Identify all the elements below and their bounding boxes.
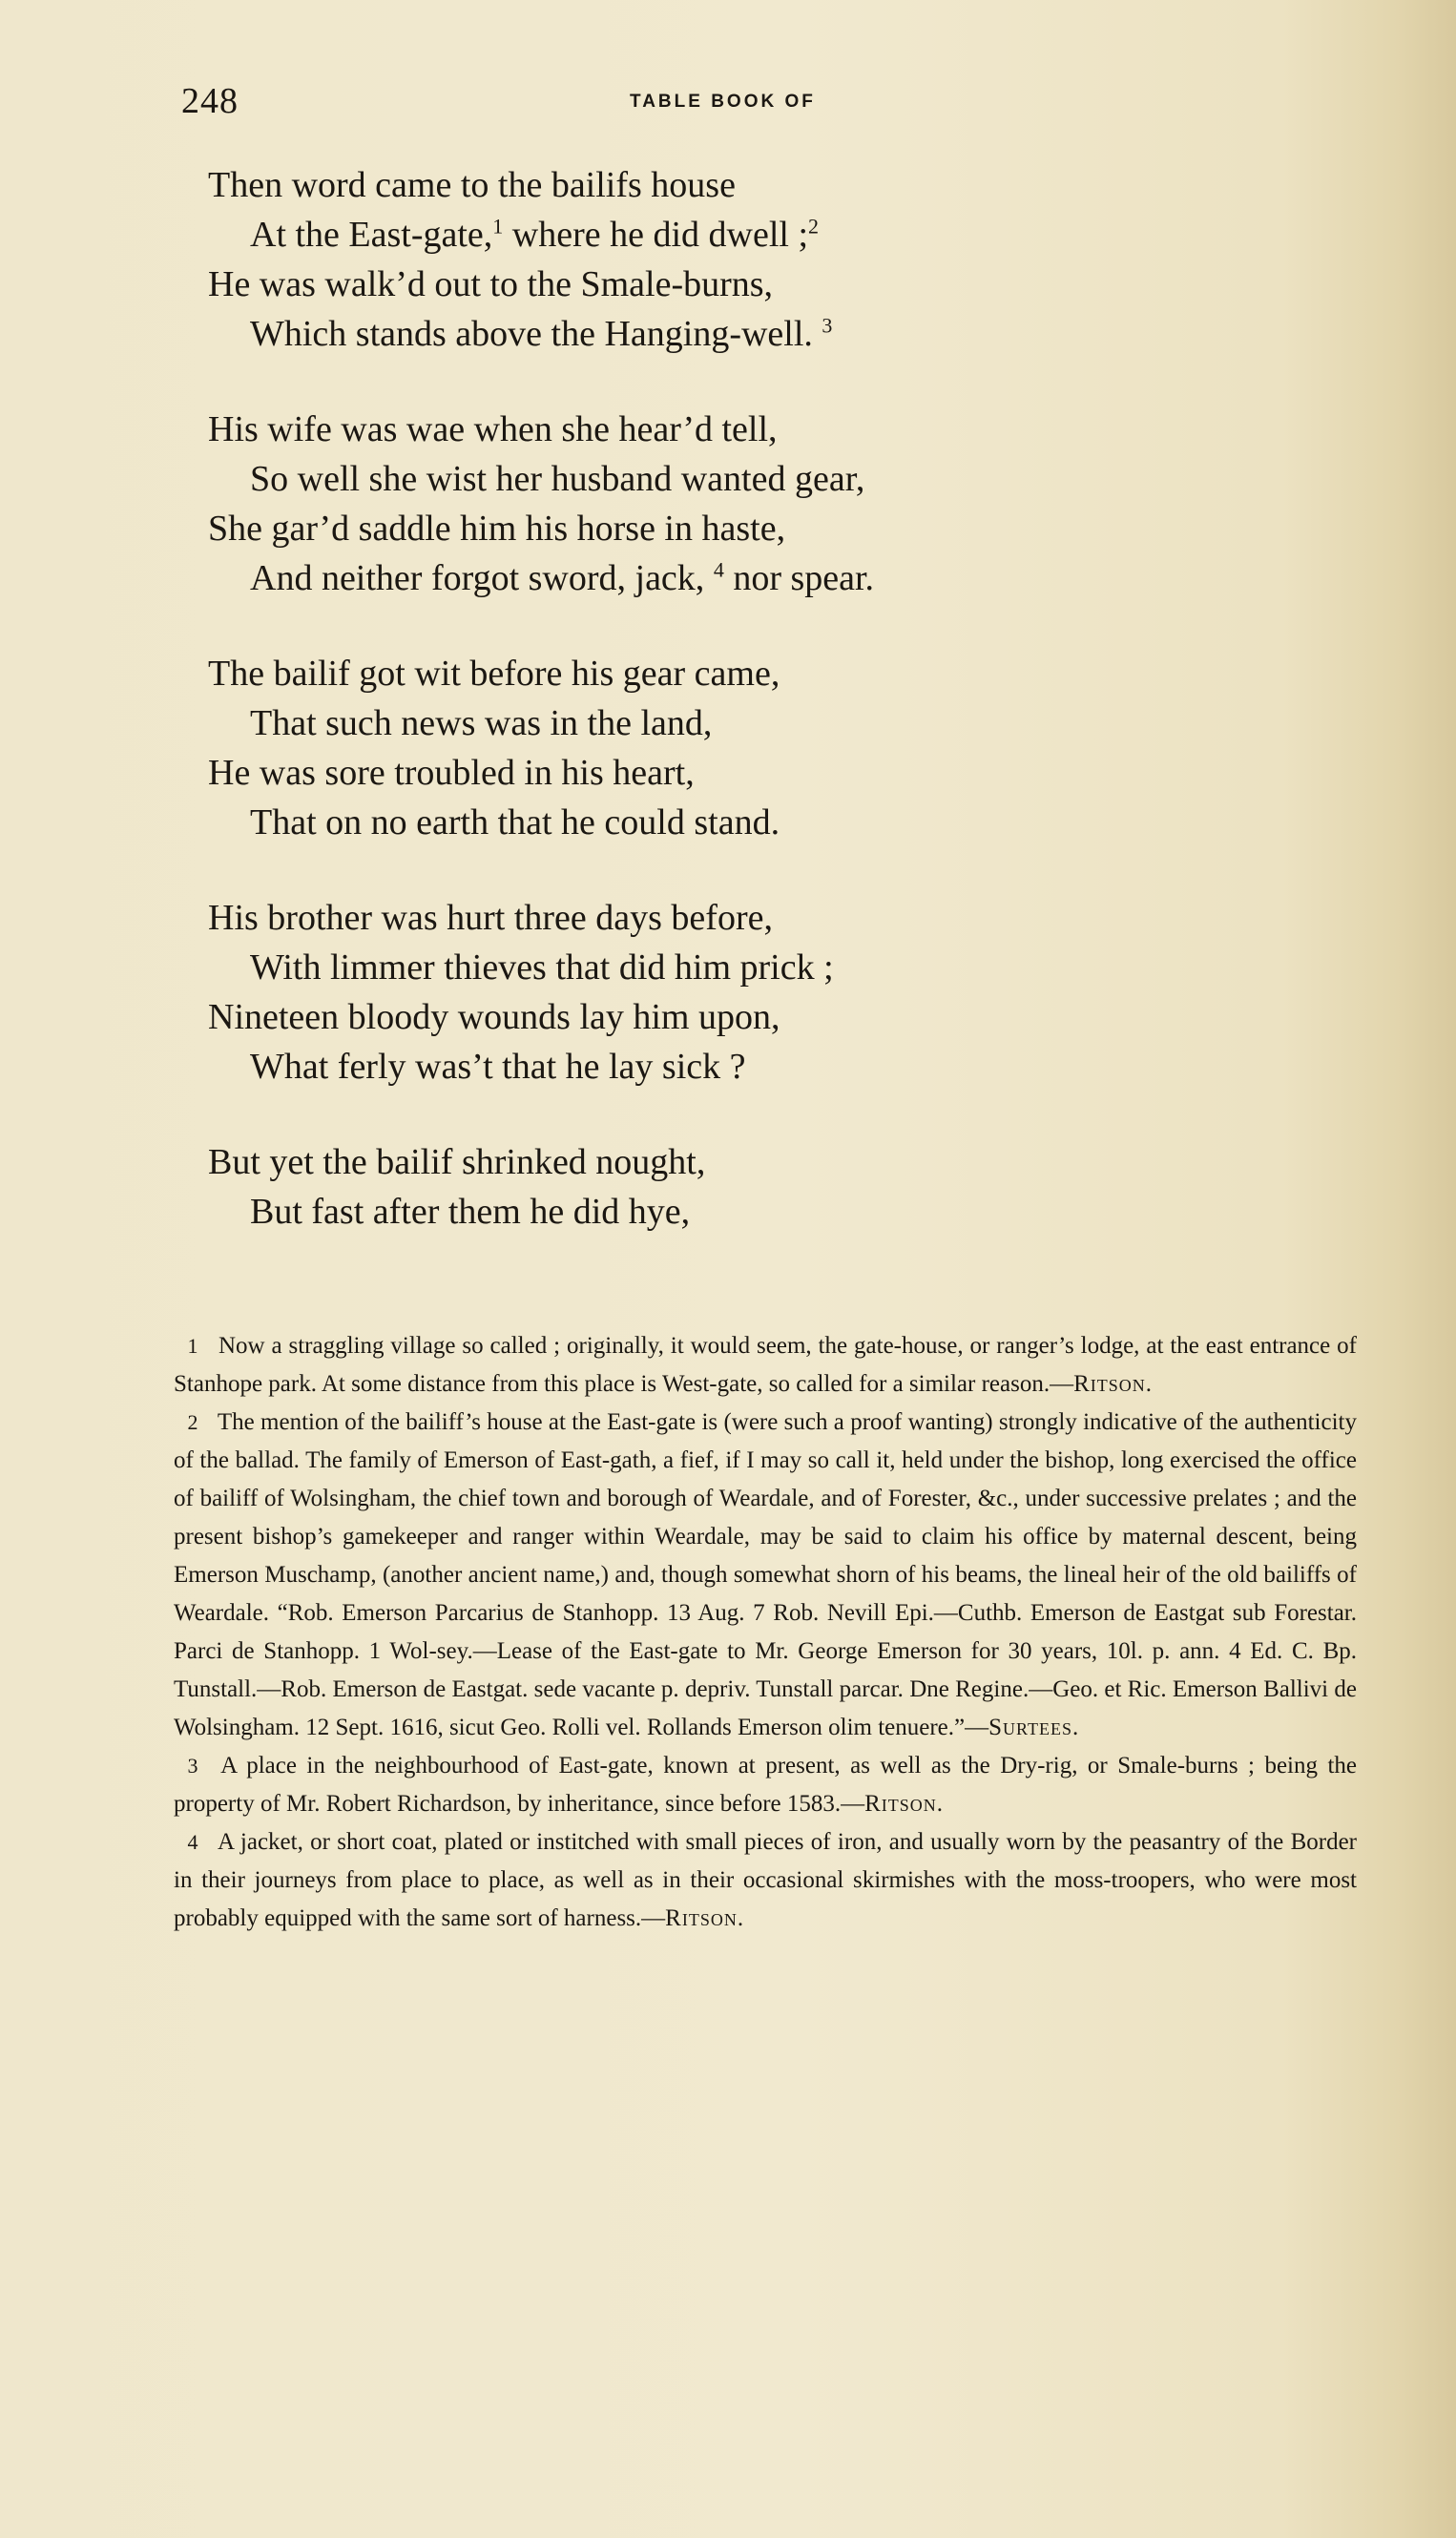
poem-line: His wife was wae when she hear’d tell,: [208, 409, 778, 449]
footnote-ref[interactable]: 2: [808, 214, 820, 239]
footnote: [174, 1327, 1357, 1404]
poem: [208, 160, 1124, 1282]
footnote: [174, 1823, 1357, 1938]
poem-line: The bailif got wit before his gear came,: [208, 654, 780, 694]
poem-line: At the East-gate,$^1$ where he did dwell ;$^2$: [250, 214, 820, 255]
footnote-text: A place in the neighbourhood of East-gate, known at present, as well as the Dry-rig, or Smale-burns ; being the property of Mr. Robert Richardson, by inheritance, since before 1583.—: [174, 1753, 1357, 1817]
footnote-source: Surtees.: [988, 1715, 1080, 1740]
poem-line: His brother was hurt three days before,: [208, 898, 773, 938]
footnote-ref[interactable]: 1: [492, 214, 504, 239]
stanza: [208, 893, 1124, 1092]
poem-line: Which stands above the Hanging-well. $^3$: [250, 313, 833, 354]
poem-line: But fast after them he did hye,: [250, 1192, 691, 1232]
poem-line: She gar’d saddle him his horse in haste,: [208, 509, 786, 549]
poem-line: What ferly was’t that he lay sick ?: [250, 1047, 746, 1087]
stanza: [208, 1137, 1124, 1237]
poem-line: He was sore troubled in his heart,: [208, 753, 695, 793]
footnote-number: 4: [187, 1830, 198, 1854]
poem-line: That on no earth that he could stand.: [250, 802, 780, 843]
footnote: [174, 1747, 1357, 1823]
footnote-number: 3: [187, 1754, 198, 1778]
poem-line: With limmer thieves that did him prick ;: [250, 947, 834, 988]
stanza: [208, 160, 1124, 359]
poem-line: But yet the bailif shrinked nought,: [208, 1142, 706, 1182]
footnote-ref[interactable]: 3: [822, 313, 833, 338]
footnote-text: The mention of the bailiff’s house at the East-gate is (were such a proof wanting) strongly indicative of the authenticity of the ballad. The family of Emerson of East-gath, a fief, if I may so call it, held under the bishop, long exercised the office of bailiff of Wolsingham, the chief town and borough of Weardale, and of Forester, &c., under successive prelates ; and the present bishop’s gamekeeper and ranger within Weardale, may be said to claim his office by maternal descent, being Emerson Muschamp, (another ancient name,) and, though somewhat shorn of his beams, the lineal heir of the old bailiffs of Weardale. “Rob. Emerson Parcarius de Stanhopp. 13 Aug. 7 Rob. Nevill Epi.—Cuthb. Emerson de Eastgat sub Forestar. Parci de Stanhopp. 1 Wol-sey.—Lease of the East-gate to Mr. George Emerson for 30 years, 10l. p. ann. 4 Ed. C. Bp. Tunstall.—Rob. Emerson de Eastgat. sede vacante p. depriv. Tunstall parcar. Dne Regine.—Geo. et Ric. Emerson Ballivi de Wolsingham. 12 Sept. 1616, sicut Geo. Rolli vel. Rollands Emerson olim tenuere.”—: [174, 1409, 1357, 1740]
poem-line: Nineteen bloody wounds lay him upon,: [208, 997, 780, 1037]
footnote-number: 1: [187, 1334, 198, 1358]
poem-line: He was walk’d out to the Smale-burns,: [208, 264, 774, 304]
poem-line: Then word came to the bailifs house: [208, 165, 736, 205]
footnotes: [174, 1327, 1357, 1938]
stanza: [208, 405, 1124, 603]
poem-line: That such news was in the land,: [250, 703, 713, 743]
stanza: [208, 649, 1124, 847]
page-number: 248: [181, 81, 239, 121]
footnote: [174, 1404, 1357, 1747]
page-header: [181, 80, 1145, 128]
poem-line: So well she wist her husband wanted gear,: [250, 459, 865, 499]
footnote-text: Now a straggling village so called ; originally, it would seem, the gate-house, or ranger’s lodge, at the east entrance of Stanhope park. At some distance from this place is West-gate, so called for a similar reason.—: [174, 1333, 1358, 1397]
footnote-ref[interactable]: 4: [713, 557, 724, 582]
poem-line: And neither forgot sword, jack, $^4$ nor spear.: [250, 557, 875, 598]
footnote-source: Ritson.: [665, 1905, 745, 1931]
footnote-number: 2: [187, 1410, 198, 1434]
running-head: TABLE BOOK OF: [630, 92, 816, 112]
footnote-source: Ritson.: [864, 1791, 945, 1817]
footnote-source: Ritson.: [1073, 1371, 1154, 1397]
footnote-text: A jacket, or short coat, plated or institched with small pieces of iron, and usually worn by the peasantry of the Border in their journeys from place to place, as well as in their occasional skirmishes with the moss-troopers, who were most probably equipped with the same sort of harness.—: [174, 1829, 1357, 1931]
